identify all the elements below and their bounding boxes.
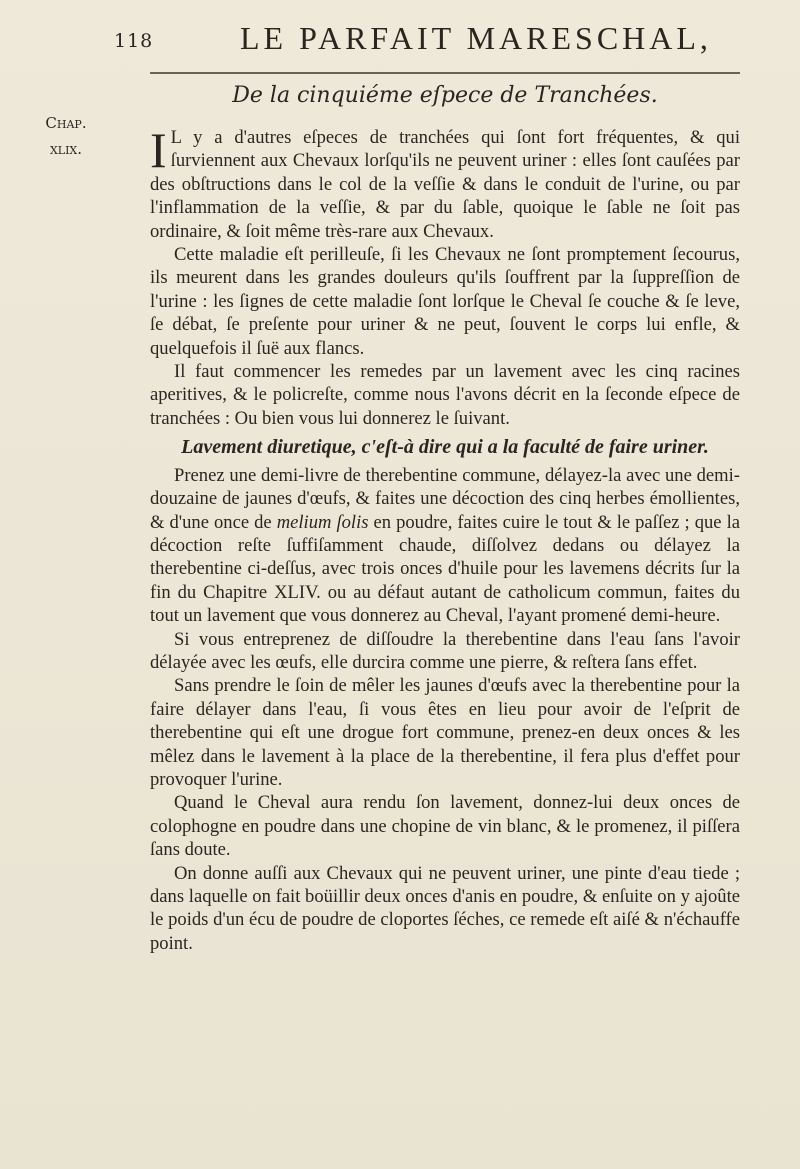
section-heading: De la cinquiéme eſpece de Tranchées. [232,83,658,108]
paragraph-1 [150,122,740,243]
drop-cap: I [150,122,167,178]
recipe-heading: Lavement diuretique, c'eſt-à dire qui a la faculté de faire uriner. [181,436,709,459]
recipe-paragraph-1-after: en poudre, faites cuire le tout & le paſſez ; que la décoction reſte ſuffiſamment chaude, diſſolvez dedans ou délayez la therebentine ci-deſſus, avec trois onces d'huile pour les lavemens décrits ſur la fin du Chapitre XLIV. ou au défaut autant de catholicum commun, faites du tout un lavement que vous donnerez au Cheval, l'ayant promené demi-heure. [150,511,740,627]
recipe-paragraph-5: On donne auſſi aux Chevaux qui ne peuvent uriner, une pinte d'eau tiede ; dans laquelle on fait boüillir deux onces d'anis en poudre, & enſuite on y ajoûte le poids d'un écu de poudre de cloportes ſéches, ce remede eſt aiſé & n'échauffe point. [150,862,740,954]
recipe-paragraph-1 [150,464,740,628]
page-number: 118 [114,30,154,52]
recipe-paragraph-3: Sans prendre le ſoin de mêler les jaunes d'œufs avec la therebentine pour la faire délayer dans l'eau, ſi vous êtes en lieu pour avoir de l'eſprit de therebentine qui eſt une drogue fort commune, prenez-en deux onces & les mêlez dans le lavement à la place de la therebentine, il fera plus d'effet pour provoquer l'urine. [150,675,740,790]
header-rule [150,72,740,74]
paragraph-2: Cette maladie eſt perilleuſe, ſi les Chevaux ne ſont promptement ſecourus, ils meurent dans les grandes douleurs qu'ils ſouffrent par la ſuppreſſion de l'urine : les ſignes de cette maladie ſont lorſque le Cheval ſe couche & ſe leve, ſe débat, ſe preſente pour uriner & ne peut, ſouvent le corps lui enfle, & quelquefois il ſuë aux flancs. [150,244,740,359]
recipe-paragraph-1-before: Prenez une demi-livre de therebentine commune, délayez-la avec une demi-douzaine de jaunes d'œufs, & faites une décoction des cinq herbes émollientes, & d'une once de [150,464,740,533]
running-title: LE PARFAIT MARESCHAL, [240,20,712,56]
paragraph-3: Il faut commencer les remedes par un lavement avec les cinq racines aperitives, & le policreſte, comme nous l'avons décrit en la ſeconde eſpece de tranchées : Ou bien vous lui donnerez le ſuivant. [150,361,740,429]
recipe-paragraph-4: Quand le Cheval aura rendu ſon lavement, donnez-lui deux onces de colophogne en poudre dans une chopine de vin blanc, & le promenez, il piſſera ſans doute. [150,792,740,861]
latin-term: melium ſolis [276,511,369,533]
margin-note [30,110,102,162]
recipe-paragraph-2: Si vous entreprenez de diſſoudre la therebentine dans l'eau ſans l'avoir délayée avec les œufs, elle durcira comme une pierre, & reſtera ſans effet. [150,628,740,673]
chapter-label: Chap. [45,114,87,132]
body-text [150,122,740,955]
chapter-number: xlix. [49,140,83,158]
paragraph-1-text: L y a d'autres eſpeces de tranchées qui ſont fort fréquentes, & qui ſurviennent aux Chevaux lorſqu'ils ne peuvent uriner : elles ſont cauſées par des obſtructions dans le col de la veſſie & dans le conduit de l'urine, ou par l'inflammation de la veſſie, & par du ſable, quoique le ſable ne ſoit pas ordinaire, & ſoit même très-rare aux Chevaux. [150,127,740,242]
